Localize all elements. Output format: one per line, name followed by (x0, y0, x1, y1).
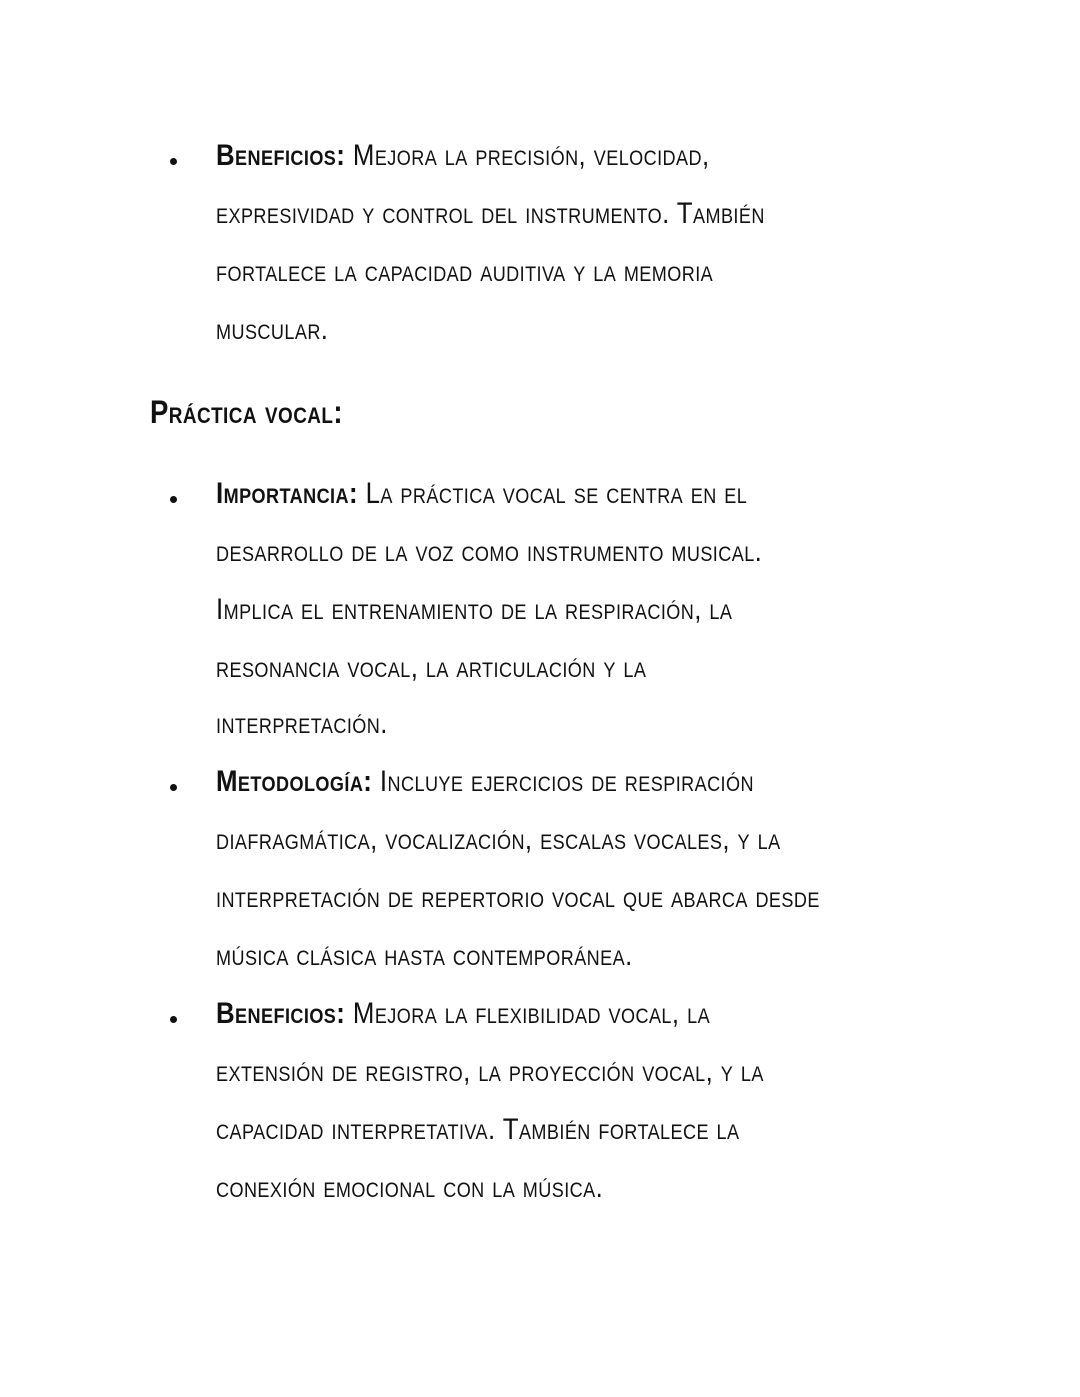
importancia-line-5: interpretación. (216, 707, 388, 740)
metodologia-line-1 (216, 762, 754, 802)
beneficios-2-line-2: extensión de registro, la proyección vocal, y la (216, 1055, 764, 1088)
metodologia-label: Metodología: (216, 765, 373, 798)
beneficios-2-line-3: capacidad interpretativa. También fortalece la (216, 1113, 740, 1146)
beneficios-1-label: Beneficios: (216, 139, 346, 172)
importancia-line-3: Implica el entrenamiento de la respiración, la (216, 593, 733, 626)
beneficios-2-label: Beneficios: (216, 997, 346, 1030)
metodologia-line-4: música clásica hasta contemporánea. (216, 939, 633, 972)
bullet-marker (170, 496, 177, 503)
bullet-marker (170, 158, 177, 165)
section-heading-practica-vocal: Práctica vocal: (150, 394, 343, 430)
beneficios-1-line-2: expresividad y control del instrumento. También (216, 197, 765, 230)
importancia-line-2: desarrollo de la voz como instrumento musical. (216, 535, 763, 568)
metodologia-text-1: Incluye ejercicios de respiración (372, 765, 754, 798)
importancia-label: Importancia: (216, 477, 358, 510)
importancia-line-1 (216, 474, 747, 514)
bullet-marker (170, 1016, 177, 1023)
beneficios-1-text-1: Mejora la precisión, velocidad, (345, 139, 710, 172)
beneficios-2-line-1 (216, 994, 710, 1034)
bullet-marker (170, 784, 177, 791)
importancia-text-1: La práctica vocal se centra en el (357, 477, 748, 510)
beneficios-2-line-4: conexión emocional con la música. (216, 1171, 604, 1204)
beneficios-1-line-1 (216, 136, 710, 176)
metodologia-line-2: diafragmática, vocalización, escalas vocales, y la (216, 823, 781, 856)
metodologia-line-3: interpretación de repertorio vocal que abarca desde (216, 881, 820, 914)
beneficios-1-line-3: fortalece la capacidad auditiva y la memoria (216, 255, 714, 288)
beneficios-2-text-1: Mejora la flexibilidad vocal, la (345, 997, 711, 1030)
beneficios-1-line-4: muscular. (216, 313, 329, 346)
importancia-line-4: resonancia vocal, la articulación y la (216, 651, 647, 684)
